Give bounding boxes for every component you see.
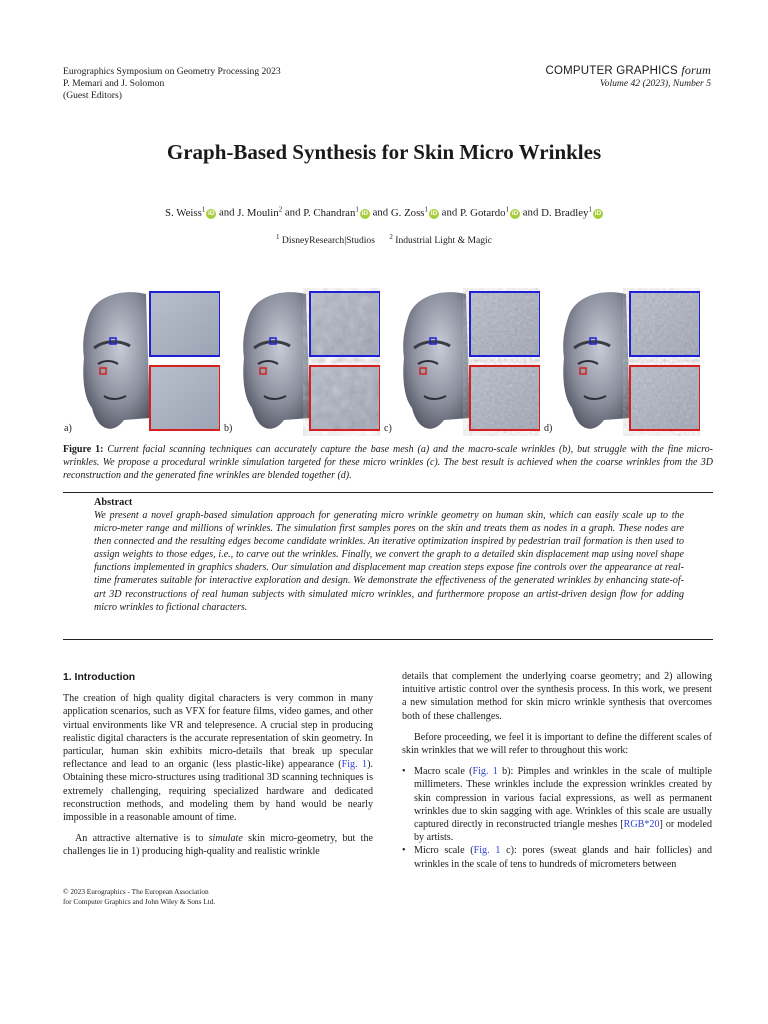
author-separator: and (282, 206, 304, 219)
face-render (403, 292, 470, 429)
author-name: D. Bradley$^1$iD (541, 205, 602, 219)
orcid-icon[interactable]: iD (361, 209, 369, 217)
intro-paragraph-1: The creation of high quality digital characters is very common in many application scenarios, such as VFX for feature films, video games, and other virtual environments like VR and telepresence. A crucial step in producing realistic digital characters is the accurate representation of skin geometry. In particular, human skin exhibits micro-details that break up specular reflectance and lead to an organic (less plastic-like) appearance (Fig. 1). Obtaining these micro-structures using traditional 3D scanning techniques is extremely challenging, requiring specialized hardware and dedicated reconstruction methods, and modeling them by hand would be nearly impossible in a reasonable amount of time. (63, 693, 373, 824)
conference-header (63, 66, 281, 102)
list-item: • Macro scale (Fig. 1 b): Pimples and wrinkles in the scale of multiple millimeters. These wrinkles include the expression wrinkles created by skin compression in various facial expressions, as well as permanent wrinkles due to skin sagging with age. Wrinkles of this scale are usually captured directly in reconstructed triangle meshes [RGB*20] or modeled by artists. (402, 765, 712, 844)
panel-label: d) (544, 423, 553, 434)
figure-panel (224, 288, 380, 436)
panel-label: b) (224, 423, 233, 434)
author-separator: and (369, 206, 391, 219)
caption-text: Current facial scanning techniques can accurately capture the base mesh (a) and the macro-scale wrinkles (b), but struggle with the fine micro-wrinkles. We propose a procedural wrinkle simulation targeted for these micro wrinkles (c). The best result is achieved when the coarse wrinkles from the 3D reconstruction and the generated fine wrinkles are blended together (d). (63, 444, 713, 481)
affiliation-1: $^1$ DisneyResearch|Studios (275, 233, 375, 247)
figure-link[interactable]: Fig. 1 (472, 766, 498, 778)
face-render (243, 292, 310, 429)
intro-paragraph-4: Before proceeding, we feel it is important to define the different scales of skin wrinkles that we will refer to throughout this work: (402, 731, 712, 757)
guest-editors: (Guest Editors) (63, 90, 122, 101)
copyright-footer (63, 887, 215, 907)
author-separator: and (520, 206, 542, 219)
figure-caption (63, 443, 713, 482)
citation-link[interactable]: RGB*20 (623, 819, 660, 831)
figure-panel (384, 288, 540, 436)
figure-panel (544, 288, 700, 436)
author-name: S. Weiss$^1$iD (165, 205, 215, 219)
teaser-figure (64, 288, 712, 436)
journal-title: COMPUTER GRAPHICS forum (545, 63, 711, 77)
left-column (63, 670, 373, 867)
figure-link[interactable]: Fig. 1 (341, 759, 368, 771)
abstract-heading: Abstract (94, 497, 133, 508)
conference-name: Eurographics Symposium on Geometry Processing 2023 (63, 66, 281, 77)
journal-header (545, 64, 711, 90)
panel-label: c) (384, 423, 392, 434)
figure-link[interactable]: Fig. 1 (473, 845, 501, 857)
face-render (563, 292, 630, 429)
orcid-icon[interactable]: iD (430, 209, 438, 217)
copyright-line-1: © 2023 Eurographics - The European Association (63, 887, 209, 896)
author-separator: and (216, 206, 238, 219)
scale-list (402, 765, 712, 871)
panel-label: a) (64, 423, 72, 434)
author-name: J. Moulin$^2$ (237, 205, 283, 219)
author-name: P. Gotardo$^1$iD (459, 205, 519, 219)
abstract-rule-top (63, 492, 713, 493)
abstract-text: We present a novel graph-based simulation approach for generating micro wrinkle geometry on human skin, which can easily scale up to the micro-meter range and millions of wrinkles. The simulation first samples pores on the skin and treats them as nodes in a graph. These nodes are then connected and the resulting edges become candidate wrinkles. An iterative optimization inspired by pedestrian trail formation is then used to assign weights to those edges, i.e., to carve out the wrinkles. Finally, we convert the graph to a detailed skin displacement map using novel shape functions implemented in graphics shaders. Our simulation and displacement map creation steps expose fine controls over the appearance at real-time framerates suitable for interactive exploration and design. We demonstrate the effectiveness of the generated wrinkles by enhancing state-of-art 3D reconstructions of real human subjects with simulated micro wrinkles, and furthermore propose an artist-driven design flow for adding micro wrinkles to fictional characters. (94, 510, 684, 613)
caption-label: Figure 1: (63, 444, 104, 455)
abstract-rule-bottom (63, 639, 713, 640)
figure-panel (64, 288, 220, 436)
affiliations (0, 233, 768, 246)
author-list (0, 205, 768, 219)
affiliation-2: $^2$ Industrial Light & Magic (389, 233, 492, 247)
journal-volume: Volume 42 (2023), Number 5 (599, 78, 711, 89)
author-name: P. Chandran$^1$iD (303, 205, 369, 219)
orcid-icon[interactable]: iD (511, 209, 519, 217)
section-heading: 1. Introduction (63, 672, 136, 683)
orcid-icon[interactable]: iD (594, 209, 602, 217)
intro-paragraph-2: An attractive alternative is to simulate skin micro-geometry, but the challenges lie in 1) producing high-quality and realistic wrinkle (63, 833, 373, 858)
author-name: G. Zoss$^1$iD (390, 205, 438, 219)
editors: P. Memari and J. Solomon (63, 78, 165, 89)
author-separator: and (438, 206, 460, 219)
face-render (83, 292, 150, 429)
orcid-icon[interactable]: iD (208, 209, 215, 217)
right-column (402, 670, 712, 871)
copyright-line-2: for Computer Graphics and John Wiley & Sons Ltd. (63, 897, 216, 906)
intro-paragraph-3: details that complement the underlying coarse geometry; and 2) allowing intuitive artistic control over the synthesis process. In this work, we present a new simulation method for skin micro wrinkle synthesis that overcomes both of these challenges. (402, 671, 712, 722)
paper-title: Graph-Based Synthesis for Skin Micro Wrinkles (166, 140, 602, 164)
list-item: • Micro scale (Fig. 1 c): pores (sweat glands and hair follicles) and wrinkles in the scale of tens to hundreds of micrometers between (402, 844, 712, 870)
